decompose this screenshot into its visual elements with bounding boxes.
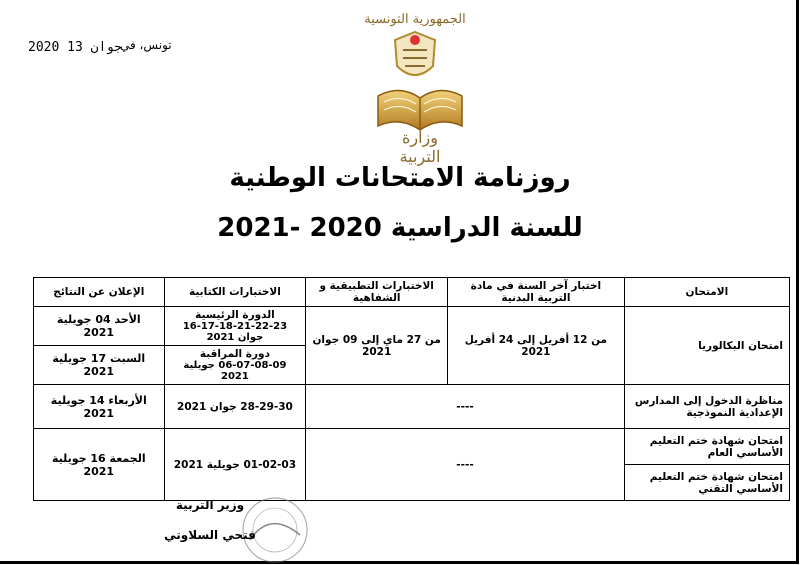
place-date-prefix: تونس، في [120, 38, 172, 52]
neuvieme-technical-exam-cell: امتحان شهادة ختم التعليم الأساسي التقني [624, 465, 789, 501]
neuvieme-results-cell: الجمعة 16 جويلية 2021 [34, 429, 165, 501]
main-session-title: الدورة الرئيسية [195, 309, 275, 321]
bac-main-session-cell [164, 307, 306, 346]
page-subtitle: للسنة الدراسية 2020 -2021 [217, 213, 583, 243]
neuvieme-general-exam-cell: امتحان شهادة ختم التعليم الأساسي العام [624, 429, 789, 465]
ministry-label: وزارة التربية [399, 128, 441, 166]
republic-label: الجمهورية التونسية [364, 12, 466, 27]
sixieme-exam-cell: مناظرة الدخول إلى المدارس الإعدادية النموذجية [624, 385, 789, 429]
page-title: روزنامة الامتحانات الوطنية [229, 163, 571, 193]
bac-results-main-cell: الأحد 04 جويلية 2021 [34, 307, 165, 346]
table-row [34, 385, 790, 429]
header-sport: اختبار آخر السنة في مادة التربية البدنية [448, 278, 625, 307]
neuvieme-na-cell: ---- [306, 429, 624, 501]
table-row [34, 429, 790, 465]
document-date: 2020 جوان 13 [28, 40, 122, 55]
bac-exam-cell: امتحان البكالوريا [624, 307, 789, 385]
bac-sport-cell: من 12 أفريل إلى 24 أفريل 2021 [448, 307, 625, 385]
header-written: الاختبارات الكتابية [164, 278, 306, 307]
table-header-row [34, 278, 790, 307]
table-row [34, 307, 790, 346]
neuvieme-written-cell: 01-02-03 جويلية 2021 [164, 429, 306, 501]
sixieme-written-cell: 28-29-30 جوان 2021 [164, 385, 306, 429]
bac-oral-cell: من 27 ماي إلى 09 جوان 2021 [306, 307, 448, 385]
header-exam: الامتحان [624, 278, 789, 307]
header-oral: الاختبارات التطبيقية و الشفاهية [306, 278, 448, 307]
sixieme-na-cell: ---- [306, 385, 624, 429]
main-session-dates: 16-17-18-21-22-23 جوان 2021 [182, 321, 288, 343]
bac-results-control-cell: السبت 17 جويلية 2021 [34, 346, 165, 385]
exam-calendar-table [33, 277, 790, 501]
sixieme-results-cell: الأربعاء 14 جويلية 2021 [34, 385, 165, 429]
signature-title: وزير التربية [175, 498, 245, 512]
header-results: الإعلان عن النتائج [34, 278, 165, 307]
control-session-title: دورة المراقبة [199, 348, 270, 360]
signature-name: فتحي السلاوتي [164, 528, 256, 542]
bac-control-session-cell [164, 346, 306, 385]
control-session-dates: 06-07-08-09 جويلية 2021 [183, 360, 287, 382]
